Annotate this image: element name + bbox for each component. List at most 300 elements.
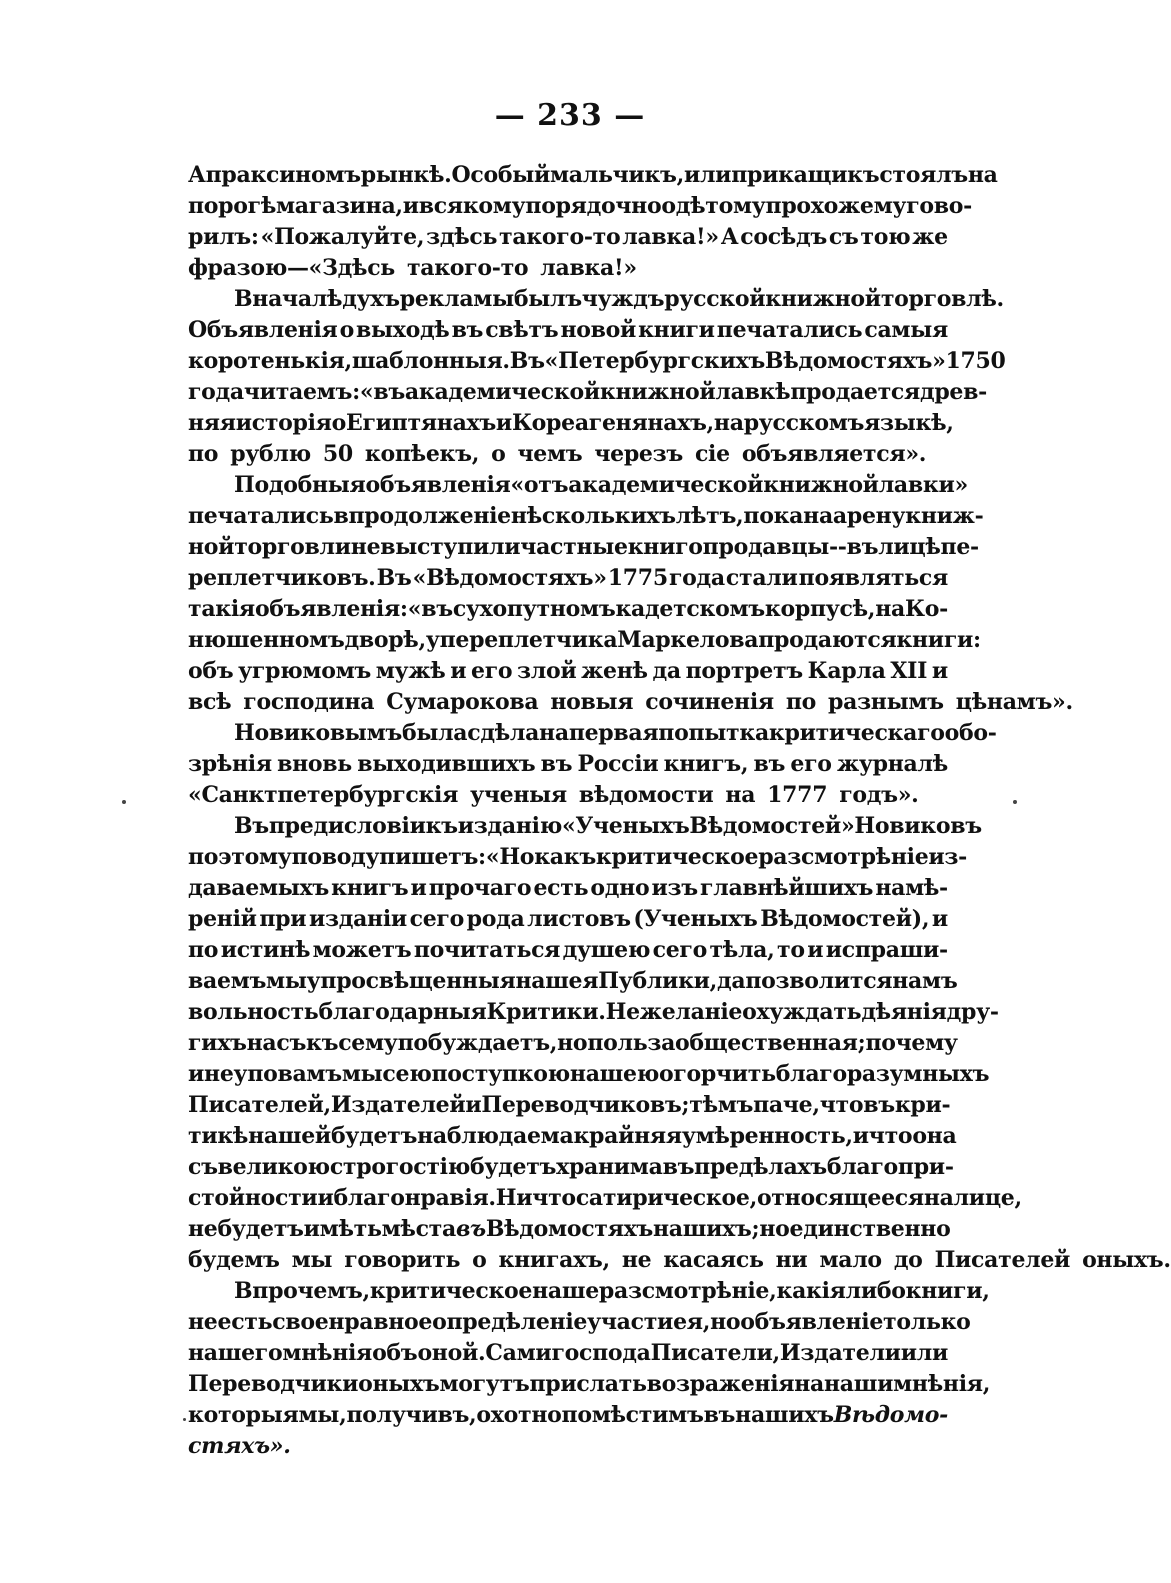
- word: чуждъ: [581, 286, 665, 312]
- word: такого-то: [499, 224, 621, 250]
- word: портретъ: [685, 658, 803, 684]
- word: говорить: [344, 1247, 461, 1273]
- word: Критики.: [486, 999, 606, 1025]
- word: древ-: [919, 379, 987, 405]
- word: же: [912, 224, 948, 250]
- word: можетъ: [312, 937, 412, 963]
- word: съ: [828, 224, 859, 250]
- text-line: [188, 408, 954, 439]
- word: на: [967, 162, 998, 188]
- word: гихъ: [188, 1030, 247, 1056]
- word: объ: [372, 1340, 418, 1366]
- word: шаблонныя.: [351, 348, 510, 374]
- text-line: [188, 1338, 948, 1369]
- word: сосѣдъ: [740, 224, 827, 250]
- word: прислать: [529, 1371, 647, 1397]
- word: прочаго: [428, 875, 532, 901]
- word: будемъ: [188, 1247, 280, 1273]
- word: свѣтъ: [485, 317, 559, 343]
- text-line: [188, 1431, 948, 1462]
- word: зрѣнія: [188, 751, 272, 777]
- word: лавки»: [878, 472, 968, 498]
- word: Вѣдомо-: [833, 1402, 948, 1428]
- word: мѣста: [381, 1216, 456, 1242]
- word: либо: [845, 1278, 906, 1304]
- word: разнымъ: [828, 689, 944, 715]
- word: лице,: [953, 1185, 1022, 1211]
- word: мнѣнія: [282, 1340, 373, 1366]
- text-line: [188, 718, 997, 749]
- word: крайняя: [573, 1123, 682, 1149]
- word: критическое: [595, 844, 759, 870]
- word: въ: [455, 1216, 486, 1242]
- word: гово-: [906, 193, 972, 219]
- word: благонравія.: [333, 1185, 496, 1211]
- word: въ: [540, 751, 573, 777]
- word: рынкѣ.: [360, 162, 452, 188]
- word: изданіи: [308, 906, 407, 932]
- word: изъ: [651, 875, 698, 901]
- word: къ: [425, 813, 458, 839]
- word: тѣмъ: [689, 1092, 754, 1118]
- word: кри-: [894, 1092, 951, 1118]
- word: торговли: [234, 534, 351, 560]
- word: опредѣленіе: [432, 1309, 588, 1335]
- word: предисловіи: [268, 813, 426, 839]
- word: и: [450, 658, 467, 684]
- word: оной.: [417, 1340, 486, 1366]
- word: Публики,: [598, 968, 718, 994]
- word: критическаго: [768, 720, 945, 746]
- word: насъ: [246, 1030, 307, 1056]
- word: и: [402, 193, 419, 219]
- word: духъ: [342, 286, 400, 312]
- word: Ни: [495, 1185, 533, 1211]
- word: господа: [551, 1340, 651, 1366]
- text-line: [188, 315, 948, 346]
- word: вновь: [277, 751, 352, 777]
- word: въ: [662, 1154, 695, 1180]
- word: мы: [341, 1061, 383, 1087]
- text-line: [188, 532, 979, 563]
- word: Впрочемъ,: [234, 1278, 370, 1304]
- word: и: [931, 906, 948, 932]
- text-line: [188, 346, 1006, 377]
- word: Россіи: [577, 751, 659, 777]
- word: по: [188, 937, 219, 963]
- word: магазина,: [275, 193, 403, 219]
- text-line: [188, 594, 948, 625]
- word: лавка!»: [622, 224, 719, 250]
- word: ученыя: [470, 782, 567, 808]
- print-speck: [1013, 800, 1017, 804]
- word: она: [912, 1123, 957, 1149]
- word: Въ: [509, 348, 545, 374]
- word: намъ: [892, 968, 958, 994]
- word: дру-: [946, 999, 999, 1025]
- word: продаются: [758, 627, 897, 653]
- word: «Вѣдомостяхъ»: [412, 565, 607, 591]
- word: этому: [218, 844, 292, 870]
- word: объявленіе: [740, 1309, 884, 1335]
- word: какъ: [534, 844, 596, 870]
- word: побуждаетъ,: [397, 1030, 558, 1056]
- word: на: [923, 1185, 954, 1211]
- word: и: [188, 1061, 205, 1087]
- word: реплетчиковъ.: [188, 565, 376, 591]
- word: книги:: [896, 627, 981, 653]
- word: стоялъ: [879, 162, 968, 188]
- word: 50: [322, 441, 353, 467]
- word: даваемыхъ: [188, 875, 329, 901]
- word: что: [532, 1185, 576, 1211]
- word: обо-: [944, 720, 997, 746]
- word: поводу: [291, 844, 380, 870]
- word: будетъ: [217, 1216, 304, 1242]
- word: дворѣ,: [344, 627, 426, 653]
- text-line: [188, 160, 998, 191]
- word: нашея: [515, 968, 599, 994]
- word: просвѣщенныя: [320, 968, 516, 994]
- word: Вѣдомостей),: [760, 906, 930, 932]
- word: пе-: [940, 534, 979, 560]
- word: выходившихъ: [357, 751, 536, 777]
- word: Египтянахъ: [346, 410, 496, 436]
- word: Объявленія: [188, 317, 338, 343]
- page-number: — 233 —: [494, 98, 646, 133]
- word: академической: [404, 379, 600, 405]
- word: есть: [533, 875, 589, 901]
- word: самыя: [864, 317, 948, 343]
- word: пока: [743, 503, 804, 529]
- word: своенравное: [272, 1309, 433, 1335]
- word: рода: [466, 906, 525, 932]
- word: Вѣдомостей»: [689, 813, 855, 839]
- word: книгахъ,: [498, 1247, 610, 1273]
- word: стяхъ».: [188, 1433, 291, 1459]
- word: сего: [409, 906, 464, 932]
- word: стали: [725, 565, 798, 591]
- word: господина: [243, 689, 375, 715]
- word: прикащикъ: [731, 162, 880, 188]
- word: сему: [338, 1030, 398, 1056]
- word: Переводчики: [188, 1371, 359, 1397]
- word: книгъ,: [663, 751, 749, 777]
- word: умѣренность,: [681, 1123, 853, 1149]
- word: чемъ: [517, 441, 583, 467]
- word: поступкою: [431, 1061, 570, 1087]
- word: «въ: [359, 379, 405, 405]
- word: «Ученыхъ: [561, 813, 690, 839]
- word: новыя: [550, 689, 634, 715]
- word: изданію: [457, 813, 562, 839]
- text-line: [188, 1152, 954, 1183]
- word: до: [893, 1247, 923, 1273]
- word: 1775: [607, 565, 668, 591]
- word: Подобныя: [234, 472, 366, 498]
- word: строгостію: [329, 1154, 470, 1180]
- word: прохожему: [765, 193, 907, 219]
- word: не: [204, 1061, 234, 1087]
- word: корпусѣ,: [764, 596, 876, 622]
- word: Новиковъ: [854, 813, 982, 839]
- word: критическое: [369, 1278, 533, 1304]
- word: Писателей,: [188, 1092, 331, 1118]
- word: русскомъ: [743, 410, 865, 436]
- word: нашихъ;: [652, 1216, 760, 1242]
- word: не: [188, 1216, 218, 1242]
- word: книжной: [599, 379, 716, 405]
- word: получивъ,: [346, 1402, 477, 1428]
- word: будетъ: [330, 1123, 418, 1149]
- word: здѣсь: [426, 224, 498, 250]
- word: могутъ: [439, 1371, 530, 1397]
- text-line: [188, 1307, 971, 1338]
- word: Карла: [807, 658, 886, 684]
- word: нюшенномъ: [188, 627, 345, 653]
- word: оныхъ.: [1082, 1247, 1171, 1273]
- word: «отъ: [510, 472, 569, 498]
- word: сего: [652, 937, 707, 963]
- text-line: [188, 1400, 948, 1431]
- word: къ: [306, 1030, 339, 1056]
- word: и: [317, 1185, 334, 1211]
- word: въ: [451, 317, 484, 343]
- word: ной: [188, 534, 235, 560]
- word: книжной: [763, 472, 879, 498]
- word: Переводчиковъ;: [481, 1092, 690, 1118]
- word: кадетскомъ: [615, 596, 765, 622]
- word: на: [875, 596, 905, 622]
- word: не: [350, 534, 381, 560]
- word: не: [621, 1247, 652, 1273]
- word: уповамъ: [233, 1061, 342, 1087]
- word: «Санктпетербургскія: [188, 782, 459, 808]
- word: сочиненія: [645, 689, 774, 715]
- word: года: [188, 379, 244, 405]
- word: из-: [928, 844, 967, 870]
- word: языкѣ,: [864, 410, 954, 436]
- word: тою: [860, 224, 911, 250]
- word: одѣтому: [661, 193, 766, 219]
- word: Вѣдомостяхъ: [485, 1216, 653, 1242]
- word: нашего: [188, 1340, 283, 1366]
- word: намѣ-: [875, 875, 948, 901]
- word: которыя: [188, 1402, 299, 1428]
- word: книж-: [905, 503, 984, 529]
- word: книгъ: [331, 875, 409, 901]
- word: А: [720, 224, 739, 250]
- text-line: [188, 284, 1004, 315]
- word: какія: [776, 1278, 846, 1304]
- word: и: [931, 658, 948, 684]
- word: реній: [188, 906, 257, 932]
- word: «Пожалуйте,: [260, 224, 425, 250]
- word: его: [790, 751, 832, 777]
- word: хранима: [556, 1154, 663, 1180]
- word: въ: [863, 1092, 895, 1118]
- word: у: [425, 627, 440, 653]
- word: угрюмомъ: [238, 658, 371, 684]
- word: одно: [590, 875, 650, 901]
- word: Вначалѣ: [234, 286, 343, 312]
- word: Въ: [234, 813, 269, 839]
- word: огорчить: [658, 1061, 776, 1087]
- word: и: [410, 875, 427, 901]
- word: «въ: [407, 596, 453, 622]
- word: о: [339, 317, 354, 343]
- text-line: [188, 935, 948, 966]
- word: черезъ: [594, 441, 683, 467]
- word: тѣла,: [709, 937, 775, 963]
- word: книгопродавцы--въ: [627, 534, 879, 560]
- word: продается: [790, 379, 920, 405]
- text-line: [188, 997, 999, 1028]
- word: такого-то: [406, 255, 529, 281]
- word: помѣстимъ: [561, 1402, 704, 1428]
- word: разсмотрѣніе,: [598, 1278, 777, 1304]
- word: по: [785, 689, 817, 715]
- word: рилъ:: [188, 224, 259, 250]
- word: истинѣ: [220, 937, 311, 963]
- word: но: [710, 1309, 741, 1335]
- word: ея,: [673, 1309, 711, 1335]
- text-line: [188, 1276, 990, 1307]
- word: при: [259, 906, 307, 932]
- word: новой: [560, 317, 637, 343]
- word: дѣянія: [861, 999, 947, 1025]
- word: въ: [753, 751, 786, 777]
- word: нашей: [248, 1123, 331, 1149]
- word: Не: [605, 999, 640, 1025]
- word: стойности: [188, 1185, 318, 1211]
- word: XII: [890, 658, 928, 684]
- word: порогѣ: [188, 193, 276, 219]
- word: исторія: [235, 410, 332, 436]
- word: вѣдомости: [578, 782, 714, 808]
- word: почитаться: [413, 937, 561, 963]
- word: въ: [703, 1402, 736, 1428]
- word: сдѣлана: [467, 720, 569, 746]
- word: благоразумныхъ: [775, 1061, 990, 1087]
- word: и: [807, 937, 824, 963]
- word: сею: [382, 1061, 432, 1087]
- word: объявленія:: [254, 596, 408, 622]
- word: выступили: [380, 534, 521, 560]
- word: мужѣ: [375, 658, 446, 684]
- word: сухопутномъ: [452, 596, 616, 622]
- word: мы: [291, 1247, 333, 1273]
- text-line: [188, 563, 948, 594]
- word: лѣтъ,: [675, 503, 744, 529]
- word: на: [725, 782, 756, 808]
- word: Писатели,: [650, 1340, 780, 1366]
- word: книжной: [765, 286, 881, 312]
- print-speck: [183, 1418, 186, 1421]
- text-line: [188, 470, 968, 501]
- word: годъ».: [839, 782, 919, 808]
- word: благодарныя: [318, 999, 487, 1025]
- word: Особый: [451, 162, 550, 188]
- word: на: [803, 503, 833, 529]
- word: журналѣ: [836, 751, 948, 777]
- word: «Но: [485, 844, 535, 870]
- word: (Ученыхъ: [633, 906, 758, 932]
- word: почему: [865, 1030, 958, 1056]
- word: былъ: [513, 286, 582, 312]
- word: 1777: [767, 782, 828, 808]
- word: только: [883, 1309, 971, 1335]
- word: у: [306, 968, 321, 994]
- word: порядочно: [525, 193, 662, 219]
- word: наше: [532, 1278, 599, 1304]
- text-line: [188, 625, 981, 656]
- word: года: [668, 565, 725, 591]
- word: главнѣйшихъ: [700, 875, 874, 901]
- word: няя: [188, 410, 236, 436]
- word: имѣть: [303, 1216, 382, 1242]
- word: о: [331, 410, 347, 436]
- word: охуждать: [742, 999, 862, 1025]
- word: листовъ: [527, 906, 631, 932]
- text-line: [188, 1369, 991, 1400]
- word: на: [794, 1371, 824, 1397]
- word: Сумарокова: [386, 689, 539, 715]
- word: объявленія: [365, 472, 511, 498]
- word: наши: [823, 1371, 894, 1397]
- word: женѣ: [581, 658, 648, 684]
- word: или: [683, 162, 732, 188]
- word: нашихъ: [735, 1402, 834, 1428]
- word: польза: [587, 1030, 676, 1056]
- word: злой: [517, 658, 577, 684]
- word: Новиковымъ: [234, 720, 402, 746]
- text-line: [188, 1214, 951, 1245]
- print-speck: [122, 800, 126, 804]
- word: да: [717, 968, 746, 994]
- text-line: [188, 749, 948, 780]
- word: выходѣ: [356, 317, 450, 343]
- word: мальчикъ,: [549, 162, 684, 188]
- word: Сами: [485, 1340, 552, 1366]
- word: первая: [568, 720, 659, 746]
- word: рублю: [230, 441, 311, 467]
- word: касаясь: [663, 1247, 764, 1273]
- text-line: [188, 439, 948, 470]
- word: ни: [775, 1247, 808, 1273]
- word: пишетъ:: [379, 844, 486, 870]
- word: появляться: [798, 565, 948, 591]
- word: и: [465, 1092, 482, 1118]
- text-line: [188, 1245, 1171, 1276]
- word: Издателей: [330, 1092, 466, 1118]
- word: рекламы: [399, 286, 514, 312]
- word: возраженія: [646, 1371, 795, 1397]
- word: испраши-: [825, 937, 948, 963]
- text-line: [188, 1028, 958, 1059]
- word: будетъ: [470, 1154, 557, 1180]
- word: академической: [568, 472, 764, 498]
- word: но: [557, 1030, 588, 1056]
- text-line: [188, 873, 948, 904]
- word: попытка: [658, 720, 769, 746]
- text-line: [188, 253, 948, 284]
- text-line: [188, 191, 972, 222]
- word: что: [819, 1092, 864, 1118]
- word: паче,: [753, 1092, 820, 1118]
- word: съ: [188, 1154, 218, 1180]
- word: общественная;: [675, 1030, 866, 1056]
